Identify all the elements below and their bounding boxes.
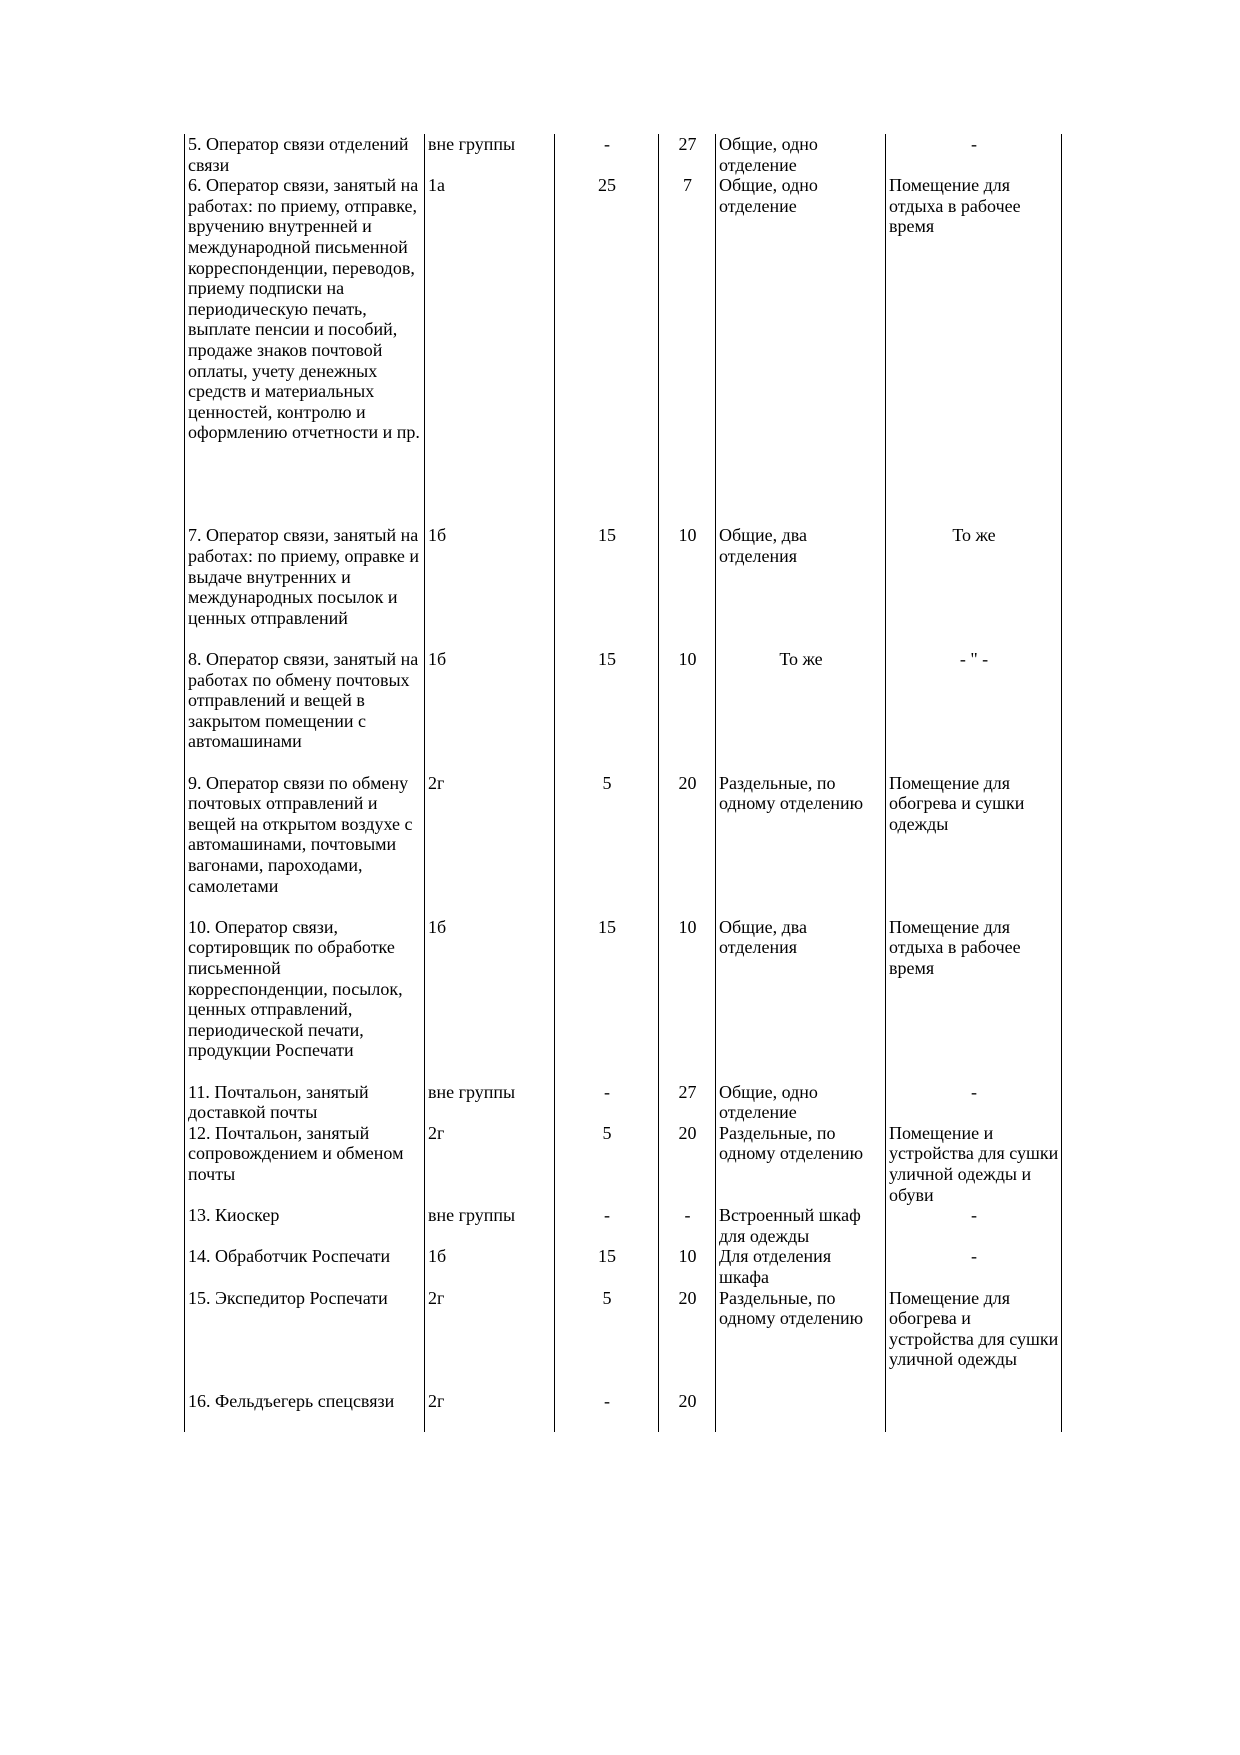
- group-cell: 1а: [425, 175, 555, 525]
- wardrobe-cell: Раздельные, по одному отделению: [716, 773, 886, 917]
- value-cell-2: 20: [659, 1123, 716, 1205]
- profession-cell: 13. Киоскер: [185, 1205, 425, 1246]
- profession-cell: 6. Оператор связи, занятый на работах: по приему, отправке, вручению внутренней и международной письменной корреспонденции, переводов, приему подписки на периодическую печать, выплате пенсии и пособий, продаже знаков почтовой оплаты, учету денежных средств и материальных ценностей, контролю и оформлению отчетности и пр.: [185, 175, 425, 525]
- wardrobe-cell: Общие, одно отделение: [716, 175, 886, 525]
- value-cell-2: 20: [659, 1288, 716, 1391]
- value-cell-2: -: [659, 1205, 716, 1246]
- value-cell-2: 20: [659, 773, 716, 917]
- table-row: [185, 773, 1062, 917]
- extra-facilities-cell: Помещение для отдыха в рабочее время: [886, 917, 1062, 1082]
- wardrobe-cell: Общие, два отделения: [716, 525, 886, 649]
- extra-facilities-cell: [886, 1391, 1062, 1432]
- table-row: [185, 1288, 1062, 1391]
- group-cell: вне группы: [425, 1205, 555, 1246]
- extra-facilities-cell: То же: [886, 525, 1062, 649]
- table-row: [185, 1391, 1062, 1432]
- wardrobe-cell: То же: [716, 649, 886, 773]
- extra-facilities-cell: Помещение для обогрева и устройства для сушки уличной одежды: [886, 1288, 1062, 1391]
- profession-cell: 16. Фельдъегерь спецсвязи: [185, 1391, 425, 1432]
- wardrobe-cell: [716, 1391, 886, 1432]
- profession-cell: 10. Оператор связи, сортировщик по обработке письменной корреспонденции, посылок, ценных отправлений, периодической печати, продукции Роспечати: [185, 917, 425, 1082]
- wardrobe-cell: Встроенный шкаф для одежды: [716, 1205, 886, 1246]
- table-row: [185, 525, 1062, 649]
- extra-facilities-cell: -: [886, 134, 1062, 175]
- value-cell-2: 10: [659, 649, 716, 773]
- extra-facilities-cell: -: [886, 1246, 1062, 1287]
- group-cell: 1б: [425, 649, 555, 773]
- sanitary-requirements-table: [184, 134, 1062, 1432]
- extra-facilities-cell: - " -: [886, 649, 1062, 773]
- extra-facilities-cell: Помещение для отдыха в рабочее время: [886, 175, 1062, 525]
- value-cell-2: 7: [659, 175, 716, 525]
- value-cell-2: 20: [659, 1391, 716, 1432]
- value-cell-2: 10: [659, 525, 716, 649]
- table-row: [185, 1082, 1062, 1123]
- profession-cell: 15. Экспедитор Роспечати: [185, 1288, 425, 1391]
- value-cell-1: 5: [555, 1123, 659, 1205]
- wardrobe-cell: Общие, одно отделение: [716, 134, 886, 175]
- value-cell-1: -: [555, 1082, 659, 1123]
- value-cell-1: 15: [555, 525, 659, 649]
- group-cell: вне группы: [425, 134, 555, 175]
- table-row: [185, 175, 1062, 525]
- value-cell-2: 27: [659, 1082, 716, 1123]
- profession-cell: 11. Почтальон, занятый доставкой почты: [185, 1082, 425, 1123]
- value-cell-1: 15: [555, 1246, 659, 1287]
- table-row: [185, 1123, 1062, 1205]
- group-cell: 1б: [425, 525, 555, 649]
- profession-cell: 9. Оператор связи по обмену почтовых отправлений и вещей на открытом воздухе с автомашинами, почтовыми вагонами, пароходами, самолетами: [185, 773, 425, 917]
- table-row: [185, 134, 1062, 175]
- extra-facilities-cell: -: [886, 1205, 1062, 1246]
- extra-facilities-cell: Помещение для обогрева и сушки одежды: [886, 773, 1062, 917]
- value-cell-1: 5: [555, 773, 659, 917]
- group-cell: 2г: [425, 1123, 555, 1205]
- wardrobe-cell: Общие, одно отделение: [716, 1082, 886, 1123]
- wardrobe-cell: Общие, два отделения: [716, 917, 886, 1082]
- value-cell-1: 5: [555, 1288, 659, 1391]
- group-cell: вне группы: [425, 1082, 555, 1123]
- extra-facilities-cell: -: [886, 1082, 1062, 1123]
- profession-cell: 12. Почтальон, занятый сопровождением и обменом почты: [185, 1123, 425, 1205]
- table-row: [185, 649, 1062, 773]
- group-cell: 1б: [425, 917, 555, 1082]
- table-body: [185, 134, 1062, 1432]
- value-cell-1: -: [555, 134, 659, 175]
- wardrobe-cell: Раздельные, по одному отделению: [716, 1123, 886, 1205]
- wardrobe-cell: Раздельные, по одному отделению: [716, 1288, 886, 1391]
- wardrobe-cell: Для отделения шкафа: [716, 1246, 886, 1287]
- table-row: [185, 1205, 1062, 1246]
- profession-cell: 8. Оператор связи, занятый на работах по обмену почтовых отправлений и вещей в закрытом помещении с автомашинами: [185, 649, 425, 773]
- value-cell-1: 15: [555, 649, 659, 773]
- value-cell-1: 15: [555, 917, 659, 1082]
- group-cell: 2г: [425, 1391, 555, 1432]
- table-row: [185, 917, 1062, 1082]
- value-cell-2: 10: [659, 917, 716, 1082]
- group-cell: 2г: [425, 773, 555, 917]
- group-cell: 2г: [425, 1288, 555, 1391]
- value-cell-2: 27: [659, 134, 716, 175]
- profession-cell: 5. Оператор связи отделений связи: [185, 134, 425, 175]
- profession-cell: 7. Оператор связи, занятый на работах: по приему, оправке и выдаче внутренних и международных посылок и ценных отправлений: [185, 525, 425, 649]
- table-row: [185, 1246, 1062, 1287]
- value-cell-1: -: [555, 1205, 659, 1246]
- value-cell-1: 25: [555, 175, 659, 525]
- group-cell: 1б: [425, 1246, 555, 1287]
- value-cell-1: -: [555, 1391, 659, 1432]
- profession-cell: 14. Обработчик Роспечати: [185, 1246, 425, 1287]
- extra-facilities-cell: Помещение и устройства для сушки уличной одежды и обуви: [886, 1123, 1062, 1205]
- value-cell-2: 10: [659, 1246, 716, 1287]
